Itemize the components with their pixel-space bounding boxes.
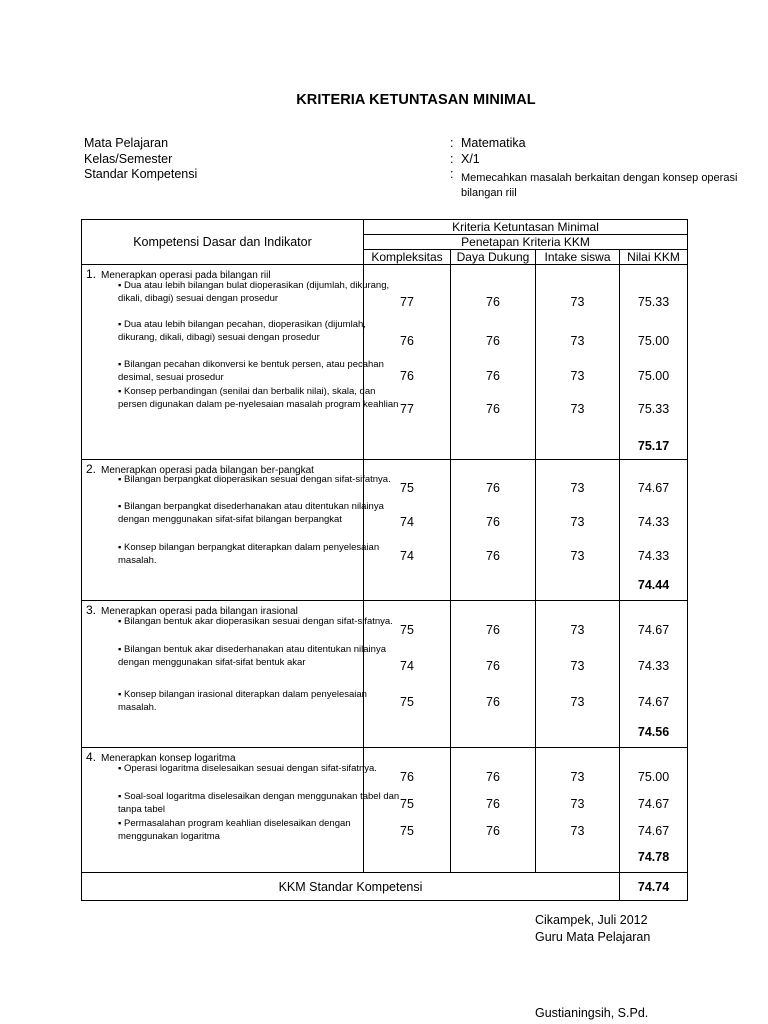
value-kompleksitas: 77 bbox=[400, 402, 414, 416]
info-row-subject bbox=[84, 136, 526, 150]
signature-name: Gustianingsih, S.Pd. bbox=[535, 1006, 649, 1020]
section-1 bbox=[82, 265, 688, 460]
indicator-text: ▪ Operasi logaritma diselesaikan sesuai dengan sifat-sifatnya. bbox=[118, 763, 377, 774]
value-nilai: 74.33 bbox=[637, 549, 670, 563]
indicator-text: ▪ Bilangan bentuk akar dioperasikan sesuai dengan sifat-sifatnya. bbox=[118, 616, 393, 627]
indicator-text: ▪ Konsep bilangan berpangkat diterapkan dalam penyelesaian masalah. bbox=[118, 542, 380, 566]
value-kompleksitas: 75 bbox=[400, 695, 414, 709]
value-kompleksitas: 76 bbox=[400, 369, 414, 383]
info-colon: : bbox=[450, 167, 454, 181]
value-nilai: 74.67 bbox=[637, 623, 670, 637]
indicator-text: ▪ Konsep perbandingan (senilai dan berbalik nilai), skala, dan persen digunakan dalam pe-nyelesaian masalah program keahlian bbox=[118, 386, 399, 410]
value-kompleksitas: 74 bbox=[400, 515, 414, 529]
value-daya-dukung: 76 bbox=[486, 295, 500, 309]
value-intake: 73 bbox=[570, 515, 585, 529]
value-intake: 73 bbox=[570, 695, 585, 709]
value-daya-dukung: 76 bbox=[486, 515, 500, 529]
value-nilai: 74.33 bbox=[637, 659, 670, 673]
value-daya-dukung: 76 bbox=[486, 695, 500, 709]
value-kompleksitas: 77 bbox=[400, 295, 414, 309]
value-daya-dukung: 76 bbox=[486, 770, 500, 784]
value-daya-dukung: 76 bbox=[486, 334, 500, 348]
info-label: Mata Pelajaran bbox=[84, 136, 169, 150]
info-value: X/1 bbox=[461, 152, 480, 166]
value-intake: 73 bbox=[570, 770, 585, 784]
value-kompleksitas: 75 bbox=[400, 824, 414, 838]
header-kd: Kompetensi Dasar dan Indikator bbox=[82, 220, 364, 265]
value-kompleksitas: 75 bbox=[400, 481, 414, 495]
info-value: Matematika bbox=[461, 136, 526, 150]
section-total: 74.44 bbox=[637, 578, 670, 592]
section-title: 2. Menerapkan operasi pada bilangan ber-pangkat bbox=[86, 462, 314, 476]
value-nilai: 74.67 bbox=[637, 481, 670, 495]
value-nilai: 74.33 bbox=[637, 515, 670, 529]
value-nilai: 75.00 bbox=[637, 770, 670, 784]
indicator-text: ▪ Bilangan pecahan dikonversi ke bentuk persen, atau pecahan desimal, sesuai prosedur bbox=[118, 359, 384, 383]
signature-place-date: Cikampek, Juli 2012 bbox=[535, 913, 648, 927]
info-value: Memecahkan masalah berkaitan dengan konsep operasi bilangan riil bbox=[461, 172, 738, 199]
footer-value: 74.74 bbox=[620, 873, 688, 901]
value-intake: 73 bbox=[570, 797, 585, 811]
section-3 bbox=[82, 601, 688, 748]
section-title: 1. Menerapkan operasi pada bilangan riil bbox=[86, 267, 271, 281]
indicator-text: ▪ Bilangan berpangkat disederhanakan atau ditentukan nilainya dengan menggunakan sifat-sifat bilangan berpangkat bbox=[118, 501, 384, 525]
value-kompleksitas: 75 bbox=[400, 623, 414, 637]
header-penetapan: Penetapan Kriteria KKM bbox=[364, 235, 688, 250]
value-intake: 73 bbox=[570, 824, 585, 838]
section-2 bbox=[82, 460, 688, 601]
section-title: 4. Menerapkan konsep logaritma bbox=[86, 750, 236, 764]
value-intake: 73 bbox=[570, 369, 585, 383]
indicator-text: ▪ Konsep bilangan irasional diterapkan dalam penyelesaian masalah. bbox=[118, 689, 367, 713]
value-daya-dukung: 76 bbox=[486, 402, 500, 416]
value-nilai: 74.67 bbox=[637, 797, 670, 811]
value-daya-dukung: 76 bbox=[486, 481, 500, 495]
value-kompleksitas: 76 bbox=[400, 334, 414, 348]
value-intake: 73 bbox=[570, 334, 585, 348]
value-intake: 73 bbox=[570, 295, 585, 309]
section-total: 75.17 bbox=[637, 439, 670, 453]
info-colon: : bbox=[450, 152, 454, 166]
value-daya-dukung: 76 bbox=[486, 549, 500, 563]
page-title: KRITERIA KETUNTASAN MINIMAL bbox=[296, 92, 536, 108]
value-kompleksitas: 74 bbox=[400, 549, 414, 563]
value-daya-dukung: 76 bbox=[486, 797, 500, 811]
kkm-table bbox=[81, 219, 688, 901]
section-total: 74.56 bbox=[637, 725, 670, 739]
value-kompleksitas: 75 bbox=[400, 797, 414, 811]
value-nilai: 75.00 bbox=[637, 369, 670, 383]
value-nilai: 75.33 bbox=[637, 295, 670, 309]
indicator-text: ▪ Dua atau lebih bilangan pecahan, dioperasikan (dijumlah, dikurang, dikali, dibagi) sesuai dengan prosedur bbox=[118, 319, 366, 343]
header-kkm: Kriteria Ketuntasan Minimal bbox=[364, 220, 688, 235]
section-4 bbox=[82, 748, 688, 873]
col-header-intake: Intake siswa bbox=[536, 250, 620, 265]
value-nilai: 75.00 bbox=[637, 334, 670, 348]
info-label: Standar Kompetensi bbox=[84, 167, 198, 181]
section-total: 74.78 bbox=[637, 850, 670, 864]
value-nilai: 75.33 bbox=[637, 402, 670, 416]
info-colon: : bbox=[450, 136, 454, 150]
info-row-class bbox=[84, 152, 480, 166]
value-kompleksitas: 74 bbox=[400, 659, 414, 673]
signature-role: Guru Mata Pelajaran bbox=[535, 930, 651, 944]
value-daya-dukung: 76 bbox=[486, 824, 500, 838]
value-daya-dukung: 76 bbox=[486, 369, 500, 383]
indicator-text: ▪ Permasalahan program keahlian diselesaikan dengan menggunakan logaritma bbox=[118, 818, 351, 842]
col-header-kompleksitas: Kompleksitas bbox=[364, 250, 451, 265]
value-intake: 73 bbox=[570, 481, 585, 495]
value-nilai: 74.67 bbox=[637, 695, 670, 709]
indicator-text: ▪ Bilangan berpangkat dioperasikan sesuai dengan sifat-sifatnya. bbox=[118, 474, 391, 485]
indicator-text: ▪ Dua atau lebih bilangan bulat dioperasikan (dijumlah, dikurang, dikali, dibagi) sesuai dengan prosedur bbox=[118, 280, 390, 304]
col-header-daya-dukung: Daya Dukung bbox=[451, 250, 536, 265]
footer-row bbox=[82, 873, 688, 901]
value-nilai: 74.67 bbox=[637, 824, 670, 838]
indicator-text: ▪ Soal-soal logaritma diselesaikan dengan menggunakan tabel dan tanpa tabel bbox=[118, 791, 400, 815]
info-label: Kelas/Semester bbox=[84, 152, 173, 166]
value-daya-dukung: 76 bbox=[486, 659, 500, 673]
indicator-text: ▪ Bilangan bentuk akar disederhanakan atau ditentukan nilainya dengan menggunakan sifat-sifat bentuk akar bbox=[118, 644, 386, 668]
info-row-standard bbox=[84, 167, 738, 199]
footer-label: KKM Standar Kompetensi bbox=[82, 873, 620, 901]
value-kompleksitas: 76 bbox=[400, 770, 414, 784]
section-title: 3. Menerapkan operasi pada bilangan irasional bbox=[86, 603, 298, 617]
value-intake: 73 bbox=[570, 623, 585, 637]
value-intake: 73 bbox=[570, 659, 585, 673]
col-header-nilai: Nilai KKM bbox=[620, 250, 688, 265]
value-daya-dukung: 76 bbox=[486, 623, 500, 637]
value-intake: 73 bbox=[570, 549, 585, 563]
value-intake: 73 bbox=[570, 402, 585, 416]
